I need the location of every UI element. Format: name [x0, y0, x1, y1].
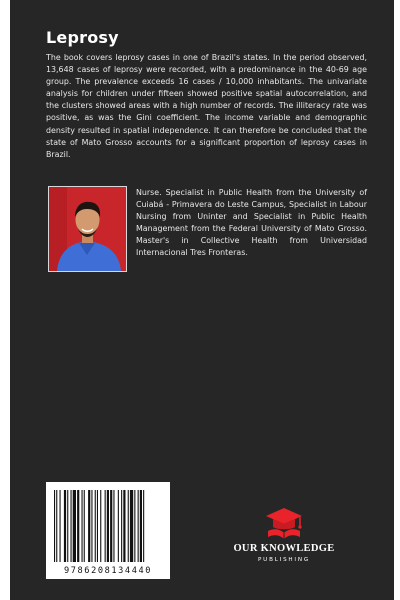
barcode-bar	[67, 490, 68, 562]
barcode-bar	[54, 490, 55, 562]
barcode-bar	[60, 490, 61, 562]
barcode-bar	[73, 490, 76, 562]
barcode-bar	[95, 490, 96, 562]
author-portrait-icon	[49, 187, 126, 271]
author-photo	[48, 186, 127, 272]
barcode-bar	[88, 490, 90, 562]
barcode-bar	[140, 490, 142, 562]
graduation-cap-book-icon	[264, 506, 304, 540]
barcode-bar	[77, 490, 79, 562]
book-description: The book covers leprosy cases in one of Brazil's states. In the period observed, 13,648 cases of leprosy were recorded, with a predominance in the 40-69 age group. The prevalence exceeds 16 cases / 10,000 inhabitants. The univariate analysis for children under fifteen showed positive spatial autocorrelation, and the clusters showed areas with a high number of records. The illiteracy rate was positive, as was the Gini coefficient. The income variable and demographic density resulted in spatial independence. It can therefore be concluded that the state of Mato Grosso accounts for a significant proportion of leprosy cases in Brazil.	[46, 53, 367, 159]
barcode-bar	[110, 490, 112, 562]
barcode-bar	[121, 490, 122, 562]
barcode-bar	[105, 490, 106, 562]
barcode-bar	[143, 490, 144, 562]
barcode-bar	[56, 490, 57, 562]
publisher-subtitle: PUBLISHING	[258, 557, 310, 563]
barcode-bar	[97, 490, 98, 562]
barcode-bar	[113, 490, 114, 562]
publisher-logo	[224, 506, 344, 570]
barcode-bar	[130, 490, 133, 562]
barcode-bar	[118, 490, 119, 562]
barcode-bar	[100, 490, 101, 562]
isbn-number: 9786208134440	[63, 566, 153, 576]
author-bio: Nurse. Specialist in Public Health from the University of Cuiabá - Primavera do Leste Campus, Specialist in Labour Nursing from Uninter and Specialist in Public Health Management from the Federal University of Mato Grosso. Master's in Collective Health from Universidad Internacional Tres Fronteras.	[136, 188, 367, 258]
publisher-name: OUR KNOWLEDGE	[233, 543, 335, 554]
barcode-bar	[71, 490, 72, 562]
barcode-bar	[138, 490, 139, 562]
barcode-bar	[64, 490, 66, 562]
isbn-barcode	[46, 482, 170, 579]
barcode-bar	[91, 490, 92, 562]
barcode-bar	[107, 490, 109, 562]
barcode-bar	[134, 490, 135, 562]
barcode-bar	[82, 490, 83, 562]
barcode-bar	[128, 490, 129, 562]
barcode-bar	[123, 490, 125, 562]
book-title: Leprosy	[46, 28, 119, 47]
back-cover	[10, 0, 394, 600]
barcode-bars	[54, 490, 162, 562]
barcode-bar	[84, 490, 85, 562]
